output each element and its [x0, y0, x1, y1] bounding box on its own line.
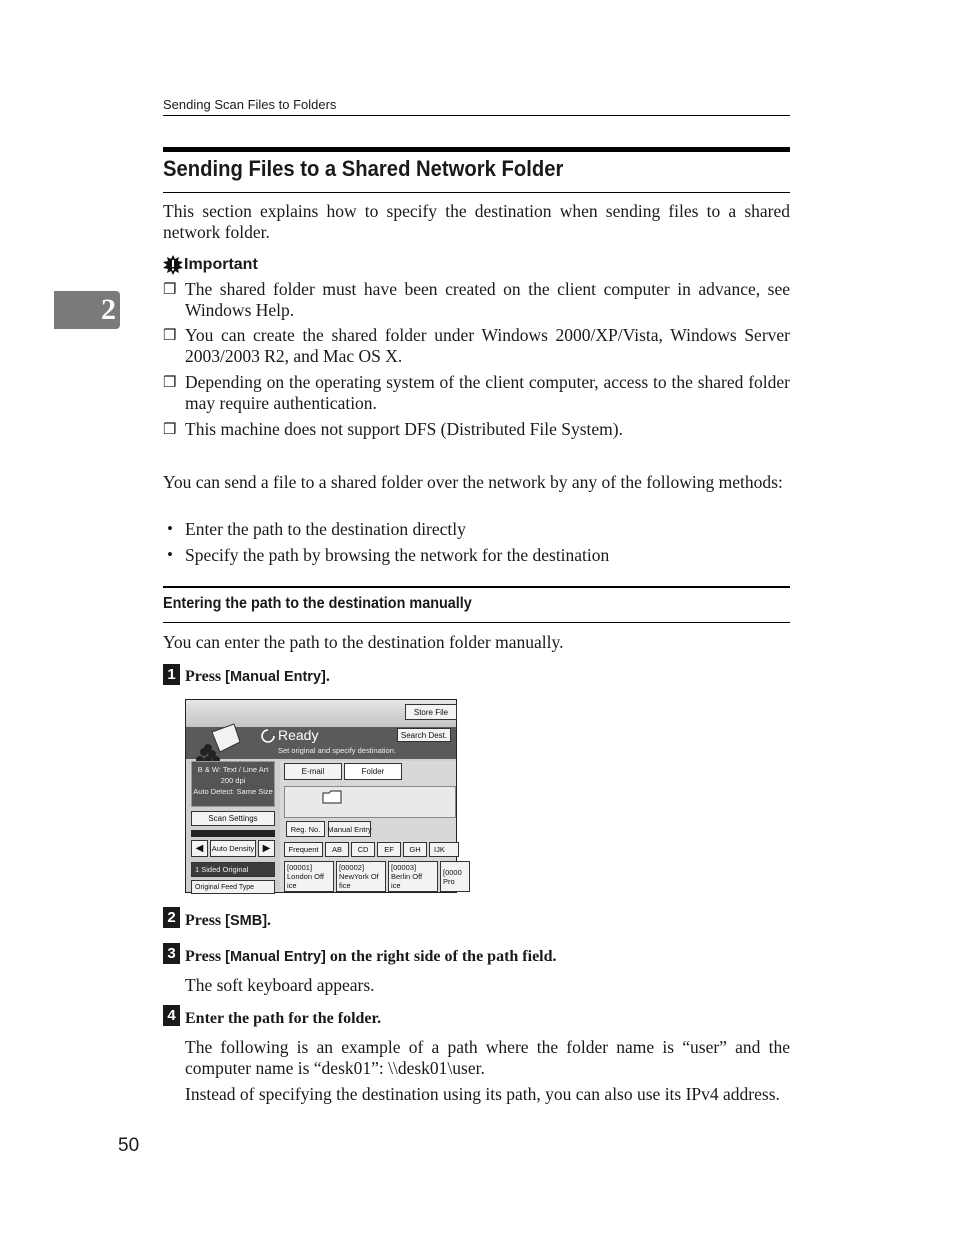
- important-item: This machine does not support DFS (Distributed File System).: [185, 419, 623, 439]
- step-prefix: Press: [185, 912, 226, 929]
- index-tab-ab[interactable]: AB: [325, 842, 349, 857]
- step-instruction: [185, 912, 271, 930]
- page-title: Sending Files to a Shared Network Folder: [163, 156, 564, 181]
- destination-name: London Off: [287, 872, 324, 881]
- destination-entry[interactable]: [284, 861, 334, 892]
- ready-icon: [261, 729, 275, 743]
- auto-density-button[interactable]: Auto Density: [210, 840, 256, 857]
- destination-entry[interactable]: [336, 861, 386, 892]
- subsection-heading: Entering the path to the destination manually: [163, 595, 472, 612]
- step-note: Instead of specifying the destination using its path, you can also use its IPv4 address.: [185, 1084, 780, 1104]
- title-bar: [163, 147, 790, 152]
- settings-line: B & W: Text / Line Art: [197, 765, 269, 774]
- step-suffix: .: [325, 668, 330, 685]
- destination-name: Pro: [443, 876, 455, 886]
- step-note: The soft keyboard appears.: [185, 975, 375, 995]
- running-header: Sending Scan Files to Folders: [163, 97, 337, 112]
- scan-settings-button[interactable]: Scan Settings: [191, 811, 275, 826]
- density-decrease-button[interactable]: ◀: [191, 840, 208, 857]
- header-rule: [163, 115, 790, 116]
- status-text: Ready: [278, 727, 319, 743]
- control-panel-screenshot: [185, 699, 462, 893]
- step-number: 3: [163, 943, 180, 964]
- destination-entry[interactable]: [440, 861, 470, 892]
- important-text: Important: [184, 256, 258, 273]
- destination-name-cont: fice: [339, 881, 351, 890]
- destination-code: [0000: [443, 867, 462, 877]
- subsection-rule-bottom: [163, 622, 790, 623]
- methods-intro: You can send a file to a shared folder over the network by any of the following methods:: [163, 472, 783, 492]
- index-tab-cd[interactable]: CD: [351, 842, 375, 857]
- step-number: 1: [163, 664, 180, 685]
- step-key: [Manual Entry]: [225, 949, 326, 965]
- bullet-icon: •: [167, 519, 173, 538]
- index-tab-frequent[interactable]: Frequent: [284, 842, 323, 857]
- reg-no-button[interactable]: Reg. No.: [286, 821, 325, 837]
- step-suffix: .: [267, 912, 272, 929]
- scanner-icon: [194, 722, 242, 764]
- destination-entry[interactable]: [388, 861, 438, 892]
- search-dest-button[interactable]: Search Dest.: [397, 728, 451, 742]
- subsection-rule-top: [163, 586, 790, 588]
- density-increase-button[interactable]: ▶: [258, 840, 275, 857]
- checkbox-icon: ❒: [163, 328, 177, 344]
- destination-code: [00003]: [391, 863, 417, 872]
- step-key: [Manual Entry]: [225, 669, 326, 685]
- page-number: 50: [118, 1135, 140, 1156]
- method-item: Enter the path to the destination directly: [185, 519, 466, 539]
- store-file-button[interactable]: Store File: [405, 704, 457, 720]
- checkbox-icon: ❒: [163, 282, 177, 298]
- section-intro: This section explains how to specify the destination when sending files to a shared network folder.: [163, 201, 790, 242]
- destination-name: Berlin Off: [391, 872, 423, 881]
- destination-code: [00002]: [339, 863, 365, 872]
- bullet-icon: •: [167, 545, 173, 564]
- index-tab-gh[interactable]: GH: [403, 842, 427, 857]
- destination-name-cont: ice: [391, 881, 401, 890]
- path-field: [284, 786, 456, 818]
- checkbox-icon: ❒: [163, 422, 177, 438]
- folder-icon: [322, 790, 342, 804]
- settings-summary: [191, 761, 275, 807]
- step-prefix: Press: [185, 668, 226, 685]
- title-rule: [163, 192, 790, 193]
- destination-code: [00001]: [287, 863, 313, 872]
- destination-name-cont: ice: [287, 881, 297, 890]
- important-label: [163, 255, 258, 275]
- step-instruction: [185, 668, 330, 686]
- important-item: Depending on the operating system of the client computer, access to the shared folder may require authentication.: [185, 372, 790, 413]
- subsection-intro: You can enter the path to the destination folder manually.: [163, 632, 564, 652]
- step-instruction: [185, 948, 557, 966]
- settings-line: Auto Detect: Same Size: [193, 787, 273, 796]
- original-feed-type-button[interactable]: Original Feed Type: [191, 880, 275, 894]
- sided-original-button[interactable]: 1 Sided Original: [191, 862, 275, 877]
- settings-line: 200 dpi: [220, 776, 246, 785]
- manual-entry-button[interactable]: Manual Entry: [328, 821, 371, 837]
- destination-name: NewYork Of: [339, 872, 379, 881]
- index-tab-ef[interactable]: EF: [377, 842, 401, 857]
- step-suffix: on the right side of the path field.: [325, 948, 557, 965]
- tab-email[interactable]: E-mail: [284, 763, 342, 780]
- step-prefix: Press: [185, 948, 226, 965]
- density-scale: [191, 830, 275, 837]
- chapter-tab: 2: [54, 291, 120, 329]
- important-item: You can create the shared folder under Windows 2000/XP/Vista, Windows Server 2003/2003 R2, and Mac OS X.: [185, 325, 790, 366]
- important-item: The shared folder must have been created on the client computer in advance, see Windows Help.: [185, 279, 790, 320]
- step-key: [SMB]: [225, 913, 268, 929]
- method-item: Specify the path by browsing the network for the destination: [185, 545, 610, 565]
- status-subtext: Set original and specify destination.: [278, 746, 396, 755]
- checkbox-icon: ❒: [163, 375, 177, 391]
- step-number: 4: [163, 1005, 180, 1026]
- step-instruction: Enter the path for the folder.: [185, 1010, 382, 1027]
- step-note: The following is an example of a path where the folder name is “user” and the computer name is “desk01”: \\desk01\user.: [185, 1037, 790, 1078]
- index-tab-ijk[interactable]: IJK: [429, 842, 459, 857]
- important-icon: [163, 255, 183, 275]
- tab-folder[interactable]: Folder: [344, 763, 402, 780]
- step-number: 2: [163, 907, 180, 928]
